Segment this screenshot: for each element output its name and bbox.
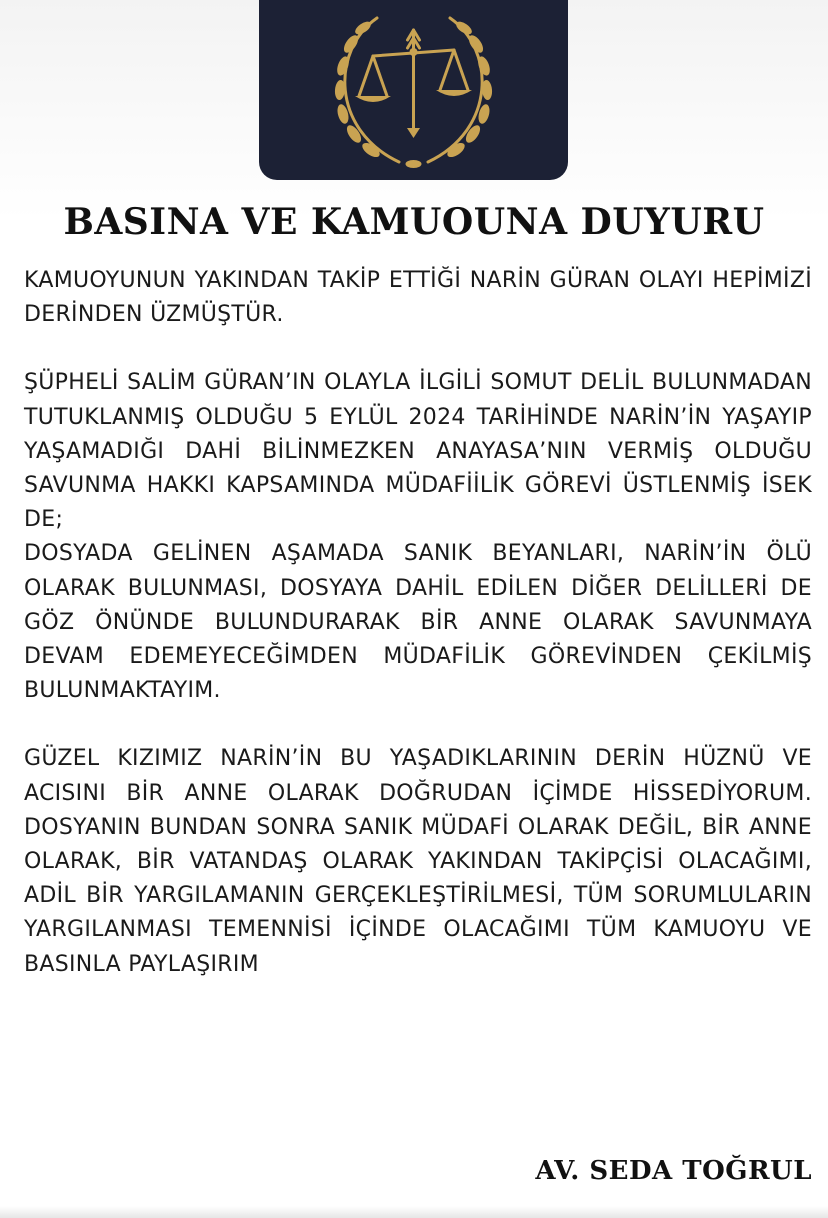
announcement-body — [24, 264, 812, 982]
announcement-title: BASINA VE KAMUOUNA DUYURU — [63, 201, 765, 243]
signature: AV. SEDA TOĞRUL — [535, 1156, 812, 1186]
logo-panel — [259, 0, 568, 180]
paragraph: GÜZEL KIZIMIZ NARİN’İN BU YAŞADIKLARININ DERİN HÜZNÜ VE ACISINI BİR ANNE OLARAK DOĞRUDAN İÇİMDE HİSSEDİYORUM. DOSYANIN BUNDAN SONRA SANIK MÜDAFİ OLARAK DEĞİL, BİR ANNE OLARAK, BİR VATANDAŞ OLARAK YAKINDAN TAKİPÇİSİ OLACAĞIMI, ADİL BİR YARGILAMANIN GERÇEKLEŞTİRİLMESİ, TÜM SORUMLULARIN YARGILANMASI TEMENNİSİ İÇİNDE OLACAĞIMI TÜM KAMUOYU VE BASINLA PAYLAŞIRIM — [24, 746, 812, 977]
paragraph: KAMUOYUNUN YAKINDAN TAKİP ETTİĞİ NARİN GÜRAN OLAYI HEPİMİZİ DERİNDEN ÜZMÜŞTÜR. — [24, 268, 812, 328]
scales-of-justice-wreath-icon — [259, 0, 568, 180]
bottom-edge — [0, 1206, 828, 1218]
paragraph: DOSYADA GELİNEN AŞAMADA SANIK BEYANLARI, NARİN’İN ÖLÜ OLARAK BULUNMASI, DOSYAYA DAHİL EDİLEN DİĞER DELİLLERİ DE GÖZ ÖNÜNDE BULUNDURARAK BİR ANNE OLARAK SAVUNMAYA DEVAM EDEMEYECEĞİMDEN MÜDAFİLİK GÖREVİNDEN ÇEKİLMİŞ BULUNMAKTAYIM. — [24, 541, 812, 704]
paragraph: ŞÜPHELİ SALİM GÜRAN’IN OLAYLA İLGİLİ SOMUT DELİL BULUNMADAN TUTUKLANMIŞ OLDUĞU 5 EYLÜL 2024 TARİHİNDE NARİN’İN YAŞAYIP YAŞAMADIĞI DAHİ BİLİNMEZKEN ANAYASA’NIN VERMİŞ OLDUĞU SAVUNMA HAKKI KAPSAMINDA MÜDAFİİLİK GÖREVİ ÜSTLENMİŞ İSEK DE; — [24, 370, 812, 533]
